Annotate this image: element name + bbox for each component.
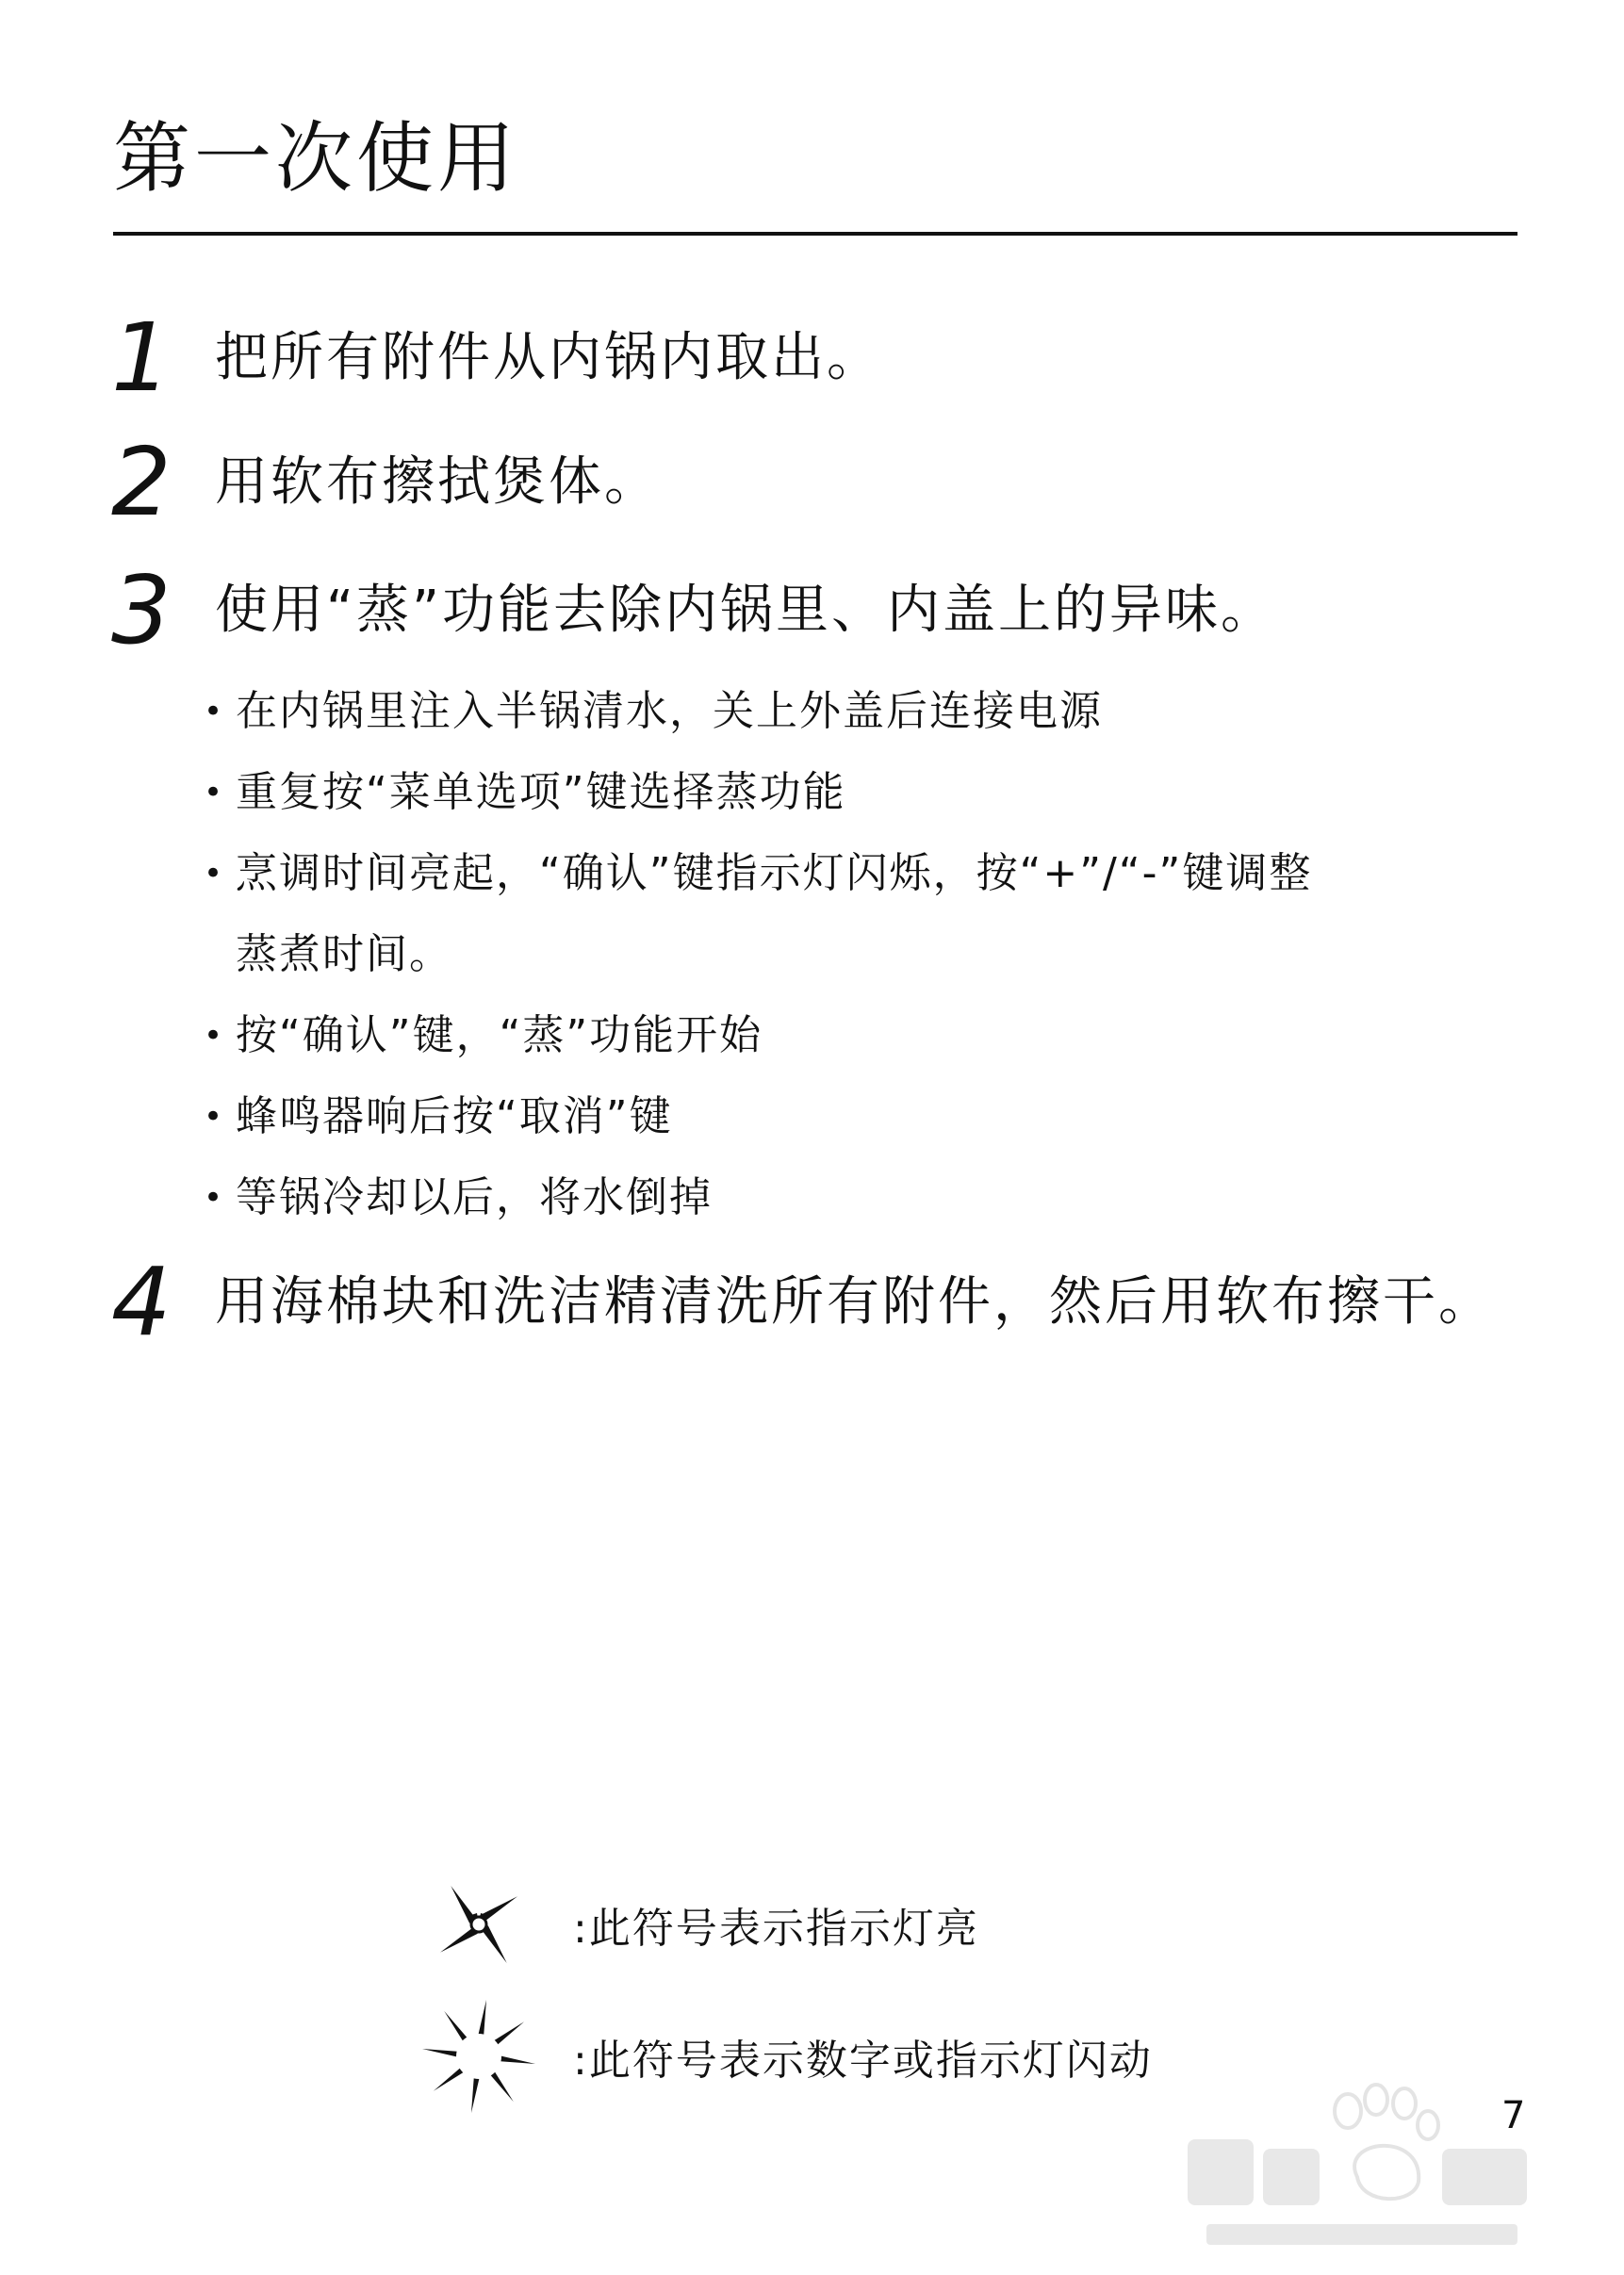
page-number: 7	[1501, 2094, 1526, 2137]
list-item: • 蜂鸣器响后按“取消”键	[204, 1076, 1523, 1157]
list-item: • 重复按“菜单选项”键选择蒸功能	[204, 752, 1523, 833]
list-item: • 烹调时间亮起，“确认”键指示灯闪烁，按“+”/“-”键调整	[204, 833, 1523, 914]
legend-light-on	[385, 1858, 979, 1990]
list-item: • 按“确认”键，“蒸”功能开始	[204, 995, 1523, 1076]
title-divider	[113, 232, 1517, 236]
list-item: • 在内锅里注入半锅清水，关上外盖后连接电源	[204, 671, 1523, 752]
step-text: 使用“蒸”功能去除内锅里、内盖上的异味。	[215, 580, 1277, 641]
step-number: 1	[111, 303, 172, 413]
step-text: 把所有附件从内锅内取出。	[215, 327, 882, 388]
legend-text: :此符号表示指示灯亮	[573, 1905, 979, 1953]
step-number: 3	[111, 555, 172, 665]
step-number: 4	[111, 1247, 172, 1357]
step-number: 2	[111, 427, 172, 537]
step-4	[111, 1247, 1494, 1357]
step-3-substeps	[204, 671, 1523, 1238]
list-item-continuation	[204, 914, 1523, 995]
step-1	[111, 303, 882, 413]
page-title: 第一次使用	[113, 114, 519, 204]
list-item: • 等锅冷却以后，将水倒掉	[204, 1157, 1523, 1238]
step-2	[111, 427, 660, 537]
step-text: 用软布擦拭煲体。	[215, 451, 660, 513]
step-3	[111, 555, 1277, 665]
legend-light-flash	[385, 1990, 1153, 2122]
step-text: 用海棉块和洗洁精清洗所有附件，然后用软布擦干。	[215, 1271, 1494, 1333]
legend-text: :此符号表示数字或指示灯闪动	[573, 2037, 1153, 2085]
continuation-text: 蒸煮时间。	[236, 930, 452, 978]
light-on-icon	[385, 1858, 573, 1990]
light-flash-icon	[385, 1990, 573, 2122]
baidu-watermark-logo	[1169, 2073, 1546, 2262]
